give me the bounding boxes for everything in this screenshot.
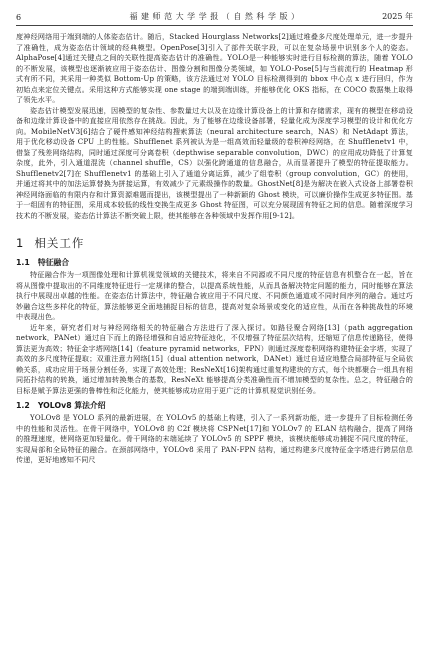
journal-year: 2025 年 xyxy=(382,12,413,21)
journal-title: 福 建 师 范 大 学 学 报 （ 自 然 科 学 版 ） xyxy=(129,12,300,21)
section-heading-related-work xyxy=(16,235,413,251)
feature-fusion-paragraph-1: 特征融合作为一项图像处理和计算机视觉领域的关键技术，将来自不同源或不同尺度的特征信息有机整合在一起，旨在将从图像中提取出的不同维度特征进行一定规律的整合，以提高系统性能，从而具备解决特定问题的能力，同时能够在算法执行中展现出卓越的性能。在姿态估计算法中，特征融合被应用于不同尺度、不同颜色通道或不同时间序列的融合。通过巧妙融合这些多样化的特征，算法能够更全面地捕捉目标的信息，提高对复杂场景或变化的适应性，从而在各种挑战性的环境中表现出色。 xyxy=(16,270,413,321)
subsection-heading-feature-fusion xyxy=(16,257,413,268)
page-number: 6 xyxy=(16,13,22,22)
section-title: 相关工作 xyxy=(34,236,85,250)
yolov8-paragraph-1: YOLOv8 是 YOLO 系列的最新进展，在 YOLOv5 的基础上构建，引入了一系列新功能，进一步提升了目标检测任务中的性能和灵活性。在骨干网络中，YOLOv8 的 C2f 模块将 CSPNet[17]和 YOLOv7 的 ELAN 结构融合，提高了网络的推理速度，使网络更加轻量化。骨干网络的末端延续了 YOLOv5 的 SPPF 模块，该模块能够成功捕捉不同尺度的特征，实现局部和全局特征的融合。在颈部网络中，YOLOv8 采用了 PAN-FPN 结构，通过构建多尺度特征金字塔进行跨层信息传递，更好地感知不同尺 xyxy=(16,413,413,464)
subsection-title: 特征融合 xyxy=(37,258,69,267)
subsection-number: 1.2 xyxy=(16,401,30,410)
subsection-number: 1.1 xyxy=(16,258,30,267)
feature-fusion-paragraph-2: 近年来，研究者们对与神经网络相关的特征融合方法进行了深入探讨。如路径聚合网络[13]（path aggregation network，PANet）通过自下而上的路径增强和自适应特征池化，不仅增强了特征层次结构，还缩短了信息传递路径，使得算法更为高效；特征金字塔网络[14]（feature pyramid networks，FPN）则通过深度卷积网络构建特征金字塔，实现了高效的多尺度特征提取；双重注意力网络[15]（dual attention network，DANet）通过自适应地整合局部特征与全局依赖关系，成功应用于场景分割任务，实现了高效处理；ResNeXt[16]架构通过重复构建块的方式，每个块都聚合一组具有相同拓扑结构的转换，通过增加转换集合的基数，ResNeXt 能够提高分类准确性而不增加模型的复杂性。总之，特征融合的目标是赋予算法更强的鲁棒性和泛化能力，使其能够成功应用于更广泛的计算机视觉识别任务。 xyxy=(16,322,413,395)
subsection-title: YOLOv8 算法介绍 xyxy=(37,401,106,410)
subsection-heading-yolov8 xyxy=(16,400,413,411)
intro-paragraph-2: 姿态估计模型发展迅速，因模型的复杂性、参数量过大以及在边缘计算设备上的计算和存储需求，现有的模型在移动设备和边缘计算设备中的直接应用依然存在挑战。因此，为了能够在边缘设备部署，轻量化成为深度学习模型的设计和优化方向。MobileNetV3[6]结合了硬件感知神经结构搜索算法（neural architecture search，NAS）和 NetAdapt 算法，用于优化移动设备 CPU 上的性能。Shufflenet 系列被认为是一组高效而轻量级的卷积神经网络，在 Shufflenetv1 中，借鉴了残差网络结构，同时通过深度可分离卷积（depthwise separable convolution，DWC）的应用成功降低了计算复杂度，此外，引入通道混洗（channel shuffle，CS）以强化跨通道的信息融合，从而显著提升了模型的特征提取能力。Shufflenetv2[7]在 Shufflenetv1 的基础上引入了通道分离运算，减少了组卷积（group convolution，GC）的使用，并通过将其中的加法运算替换为拼接运算，有效减少了元素级操作的数量。GhostNet[8]是为解决在嵌入式设备上部署卷积神经网络面临的有限内存和计算资源难题而提出，该模型提出了一种新颖的 Ghost 模块，可以廉价操作生成更多特征图。基于一组固有的特征图，采用成本较低的线性变换生成更多 Ghost 特征图，可以充分展现固有特征之间的信息。随着深度学习技术的不断发展，姿态估计算法不断突破上限，使其能够在各种领域中发挥作用[9-12]。 xyxy=(16,105,413,220)
running-header xyxy=(16,0,413,26)
section-number: 1 xyxy=(16,236,25,250)
article-body xyxy=(16,32,413,466)
intro-paragraph-1: 度神经网络用于端到端的人体姿态估计。随后，Stacked Hourglass Networks[2]通过堆叠多尺度处理单元，进一步提升了准确性，成为姿态估计领域的经典模型。OpenPose[3]引入了部件关联字段，可以在复杂场景中识别多个人的姿态。AlphaPose[4]通过关键点之间的关联性提高姿态估计的准确性。YOLO是一种能够实时进行目标检测的算法，随着 YOLO 的不断发展，该模型也逐渐被应用于姿态估计、图像分割和图像分类领域，如 YOLO-Pose[5]与当前流行的 Heatmap 形式有所不同，其采用一种类似 Bottom-Up 的策略，该方法通过对 YOLO 目标检测得到的 bbox 中心点 x 进行回归，作为初始点来定位关键点。采用这种方式能够实现 one stage 的端到端训练，并能够优化 OKS 指标，在 COCO 数据集上取得了领先水平。 xyxy=(16,32,413,104)
